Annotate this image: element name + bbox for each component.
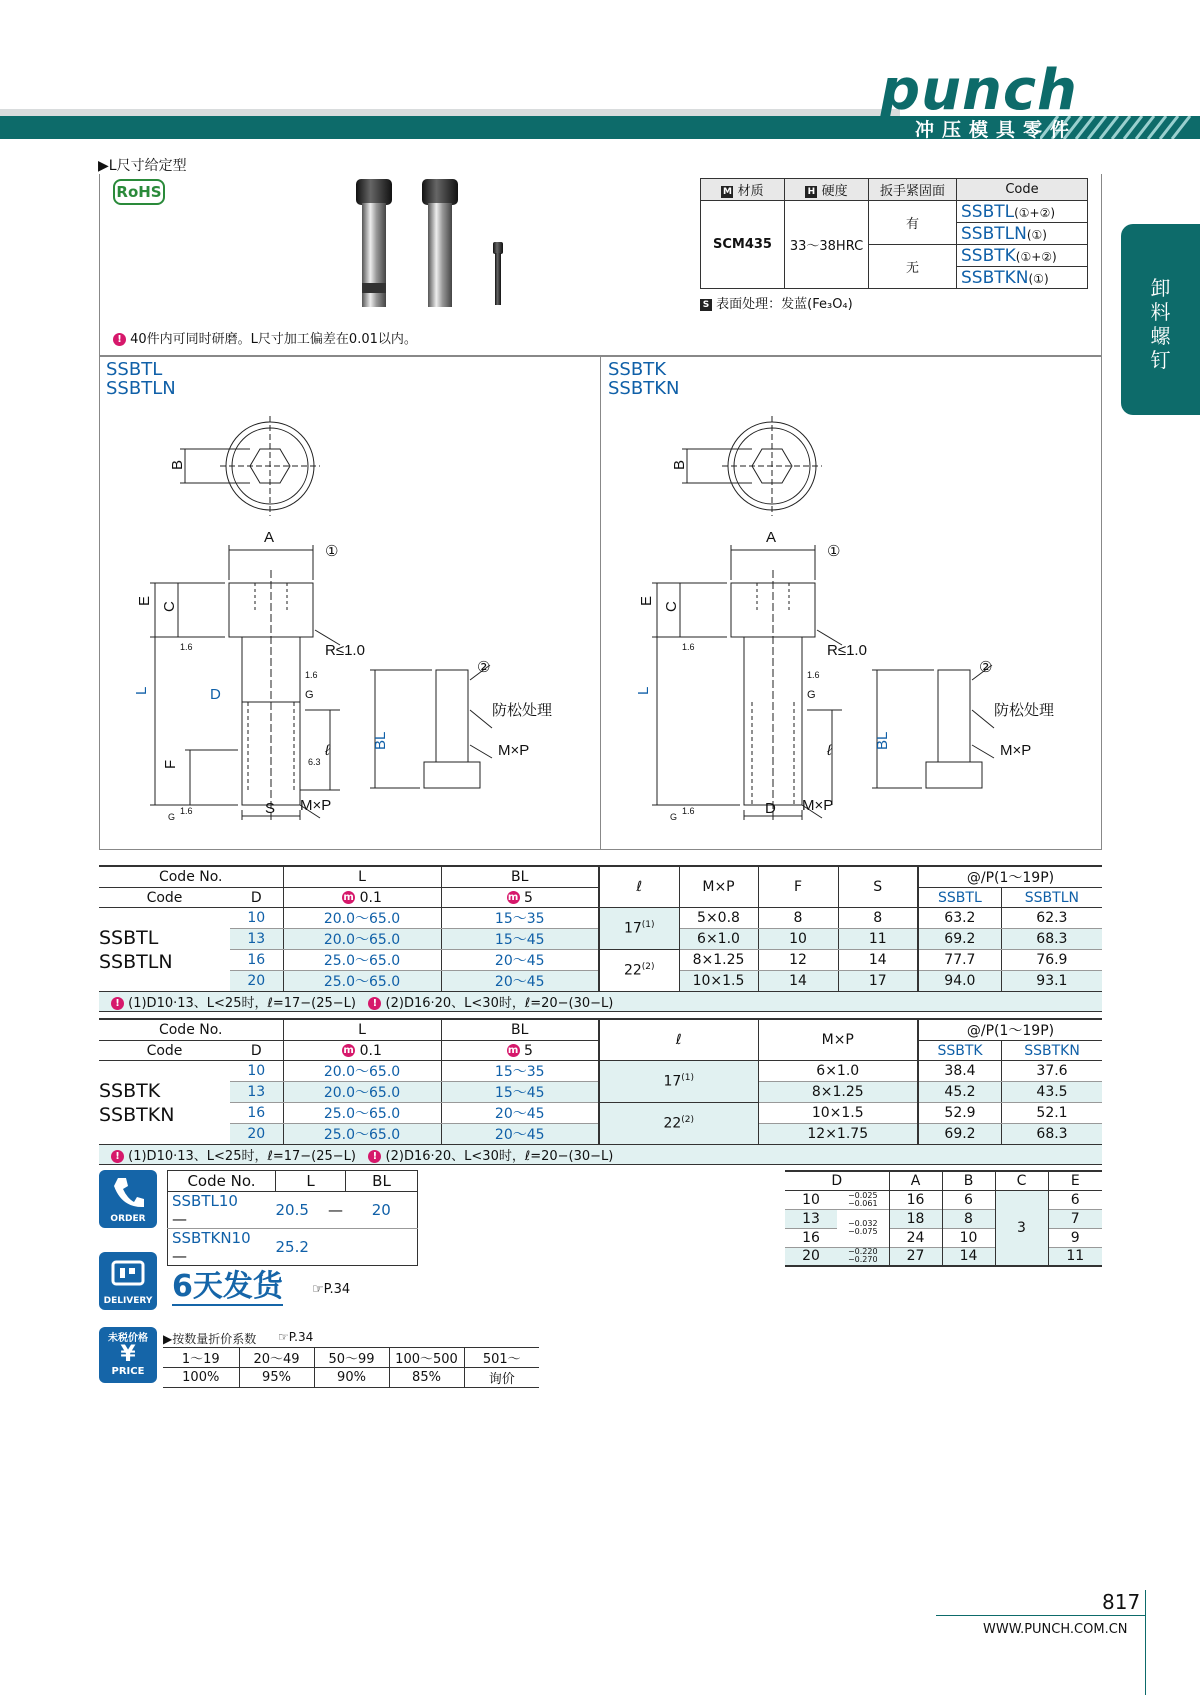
price-title: ▶按数量折价系数 [163, 1332, 257, 1346]
table1 [99, 865, 1102, 1012]
t1-cell-S: 11 [838, 929, 918, 950]
t2-h-price: @/P(1～19P) [966, 1023, 1055, 1039]
t1-cell-p2: 76.9 [1001, 950, 1102, 971]
price-qty: 50～99 [314, 1348, 389, 1368]
dim-A: 27 [889, 1247, 942, 1266]
info-icon: ! [368, 1150, 381, 1163]
t1-cell-ell [599, 908, 679, 950]
price-badge-bottom: PRICE [111, 1366, 145, 1377]
order-row [168, 1192, 276, 1229]
order-badge [99, 1170, 157, 1228]
drawing-divider [600, 356, 601, 850]
price-qty: 20～49 [239, 1348, 314, 1368]
t1-cell-D: 20 [230, 971, 283, 992]
price-qty: 1～19 [163, 1348, 239, 1368]
side-tab-char: 螺 [1150, 324, 1171, 348]
t1-ell-note: (2) [641, 962, 655, 973]
svg-text:G: G [670, 812, 678, 822]
tolerance-icon: m [343, 892, 354, 903]
order-L-cell [276, 1192, 346, 1229]
dim-A: 24 [889, 1228, 942, 1247]
svg-text:C: C [663, 601, 680, 612]
t1-cell-F: 14 [758, 971, 838, 992]
t2-h-p1: SSBTK [918, 1041, 1002, 1061]
t2-cell-D: 16 [230, 1103, 283, 1124]
dim-tol-lo: −0.075 [847, 1227, 878, 1236]
dim-D: 10 [802, 1191, 820, 1208]
t1-cell-L: 25.0～65.0 [283, 971, 441, 992]
grinding-note [113, 328, 417, 347]
table-row [99, 908, 1102, 929]
svg-text:G: G [807, 689, 816, 701]
t1-ell-value: 22 [623, 962, 642, 979]
t2-h-L: L [283, 1019, 441, 1041]
t2-note2: (2)D16·20、L<30时，ℓ=20−(30−L) [385, 1149, 614, 1164]
svg-text:S: S [265, 800, 276, 817]
svg-text:M×P: M×P [802, 797, 834, 814]
t1-code-cell [99, 908, 230, 992]
price-rate: 95% [239, 1368, 314, 1388]
price-rate: 85% [389, 1368, 464, 1388]
svg-text:D: D [210, 686, 221, 703]
price-badge-top: 未税价格 [108, 1333, 148, 1344]
order-code: SSBTKN10 [172, 1229, 251, 1247]
svg-text:BL: BL [372, 731, 389, 750]
dim-A: 18 [889, 1209, 942, 1228]
dim-table [785, 1170, 1102, 1267]
t2-cell-p2: 43.5 [1002, 1082, 1102, 1103]
drawing-left-title [106, 360, 176, 398]
t1-cell-mp: 8×1.25 [679, 950, 758, 971]
dim-tol-up: −0.220 [847, 1247, 878, 1257]
t2-h-p2: SSBTKN [1002, 1041, 1102, 1061]
t1-cell-p2: 62.3 [1001, 908, 1102, 929]
svg-text:L: L [635, 686, 652, 695]
t1-cell-p1: 63.2 [918, 908, 1001, 929]
table-row [99, 1061, 1102, 1082]
t2-h-L-tol [283, 1041, 441, 1061]
t1-h-codeno: Code No. [99, 866, 283, 888]
t1-cell-S: 8 [838, 908, 918, 929]
spec-code-text: SSBTLN [961, 223, 1027, 244]
drawing-right [632, 410, 1092, 830]
order-code: SSBTL10 [172, 1192, 238, 1210]
t1-h-L-tol-text: 0.1 [359, 889, 382, 906]
delivery-badge [99, 1252, 157, 1310]
surface-treatment-text: 表面处理：发蓝(Fe₃O₄) [716, 297, 853, 312]
order-dash: — [172, 1210, 187, 1228]
spec-code-suffix: (①) [1028, 271, 1049, 286]
order-L: 20.5 [275, 1201, 309, 1219]
dim-E: 6 [1070, 1191, 1080, 1208]
drawing-right-title [608, 360, 679, 398]
dim-D: 20 [802, 1248, 820, 1265]
t2-cell-D: 10 [230, 1061, 283, 1082]
t2-cell-L: 20.0～65.0 [283, 1061, 441, 1082]
dim-tol-lo: −0.270 [847, 1255, 878, 1265]
svg-text:防松处理: 防松处理 [994, 702, 1055, 719]
t2-cell-BL: 15～45 [441, 1082, 599, 1103]
t1-cell-F: 12 [758, 950, 838, 971]
table-row [785, 1247, 1102, 1266]
svg-text:6.3: 6.3 [308, 757, 321, 767]
spec-header-material [701, 179, 785, 201]
t2-cell-BL: 20～45 [441, 1124, 599, 1145]
t1-cell-p2: 93.1 [1036, 973, 1068, 989]
spec-code-suffix: (①+②) [1014, 205, 1056, 220]
svg-text:D: D [765, 800, 776, 817]
t1-h-mp: M×P [679, 866, 758, 908]
svg-text:1.6: 1.6 [807, 670, 820, 680]
t1-cell-mp: 5×0.8 [679, 908, 758, 929]
t1-cell-L: 25.0～65.0 [283, 950, 441, 971]
truck-icon [111, 1258, 145, 1292]
svg-text:A: A [766, 529, 777, 546]
dim-h-C: C [995, 1171, 1048, 1190]
t2-cell-L: 25.0～65.0 [283, 1124, 441, 1145]
price-badge [99, 1327, 157, 1383]
info-icon: ! [368, 997, 381, 1010]
order-badge-label: ORDER [110, 1214, 146, 1224]
spec-code-text: SSBTKN [961, 267, 1029, 288]
dim-h-E: E [1070, 1172, 1080, 1189]
t2-code-line: SSBTK [99, 1079, 161, 1102]
t2-cell-p2: 68.3 [1036, 1126, 1068, 1142]
surface-icon: S [700, 299, 712, 311]
dim-h-B: B [942, 1171, 995, 1190]
t2-cell-mp: 6×1.0 [758, 1061, 918, 1082]
t1-cell-BL: 20～45 [441, 971, 599, 992]
order-row [168, 1229, 276, 1266]
svg-text:1.6: 1.6 [305, 670, 318, 680]
t1-cell-D: 10 [230, 908, 283, 929]
dim-tol [837, 1209, 889, 1247]
svg-text:E: E [638, 595, 655, 606]
t2-cell-p2: 37.6 [1002, 1061, 1102, 1082]
dim-B: 14 [942, 1247, 995, 1266]
spec-header-material-text: 材质 [737, 184, 764, 199]
price-rate: 100% [163, 1368, 239, 1388]
t1-cell-p2: 68.3 [1001, 929, 1102, 950]
t2-h-L-tol-text: 0.1 [359, 1042, 382, 1059]
t1-ell-note: (1) [641, 920, 655, 931]
spec-header-hardness-text: 硬度 [821, 184, 848, 199]
spec-wrench-no: 无 [869, 245, 957, 289]
dim-B: 8 [942, 1209, 995, 1228]
spec-code [957, 267, 1088, 289]
t1-cell-F: 10 [758, 929, 838, 950]
t1-cell-BL: 15～45 [441, 929, 599, 950]
t2-cell-p1: 38.4 [918, 1061, 1002, 1082]
hardness-icon: H [805, 186, 817, 198]
spec-table [700, 178, 1088, 289]
t1-notes [99, 992, 1102, 1012]
svg-text:L: L [133, 686, 150, 695]
order-h-codeno: Code No. [168, 1171, 276, 1192]
yen-icon: ¥ [120, 1342, 136, 1367]
tolerance-icon: m [507, 892, 519, 903]
t1-h-F: F [758, 866, 838, 908]
t2-cell-mp: 10×1.5 [758, 1103, 918, 1124]
t1-cell-mp: 10×1.5 [679, 971, 758, 992]
table-row [785, 1228, 1102, 1247]
drawing-right-name: SSBTKN [608, 378, 680, 399]
svg-text:1.6: 1.6 [180, 806, 193, 816]
dim-E: 7 [1070, 1210, 1080, 1227]
t2-cell-p1: 52.9 [918, 1103, 1002, 1124]
spec-code-suffix: (①) [1026, 227, 1047, 242]
tolerance-icon: m [343, 1045, 354, 1056]
surface-treatment [700, 293, 853, 312]
t1-cell-BL: 20～45 [441, 950, 599, 971]
svg-text:B: B [169, 459, 186, 470]
footer-url[interactable]: WWW.PUNCH.COM.CN [983, 1622, 1128, 1637]
t2-cell-ell [599, 1061, 758, 1103]
t1-h-D: D [230, 888, 283, 908]
order-BL: 20 [371, 1201, 391, 1219]
t1-cell-F: 8 [758, 908, 838, 929]
t2-cell-p1: 69.2 [918, 1124, 1002, 1145]
t1-note2: (2)D16·20、L<30时，ℓ=20−(30−L) [385, 996, 614, 1011]
svg-text:ℓ: ℓ [827, 742, 832, 759]
dim-h-D: D [785, 1171, 889, 1190]
table-row [99, 950, 1102, 971]
t1-h-S: S [838, 866, 918, 908]
svg-text:防松处理: 防松处理 [492, 702, 553, 719]
punch-logo: punch [880, 58, 1078, 123]
t2-cell-L: 20.0～65.0 [283, 1082, 441, 1103]
header-band-teal [0, 116, 915, 139]
t1-h-L-tol [283, 888, 441, 908]
delivery-text: 6天发货 [172, 1269, 283, 1304]
svg-text:G: G [305, 689, 314, 701]
svg-text:E: E [136, 595, 153, 606]
dim-tol-up: −0.025 [847, 1190, 878, 1200]
dim-h-A: A [889, 1171, 942, 1190]
drawing-left [130, 410, 590, 830]
t1-cell-p1: 69.2 [918, 929, 1001, 950]
t2-h-mp: M×P [758, 1019, 918, 1061]
price-rate: 90% [314, 1368, 389, 1388]
t1-h-L: L [283, 866, 441, 888]
t2-h-codeno: Code No. [99, 1019, 283, 1041]
svg-text:②: ② [477, 659, 491, 676]
spec-code-text: SSBTL [961, 201, 1015, 222]
dim-E: 11 [1066, 1248, 1085, 1265]
dim-C: 3 [995, 1190, 1048, 1266]
order-dash: — [172, 1247, 187, 1265]
spec-hardness: 33～38HRC [785, 201, 869, 289]
t1-h-code: Code [99, 888, 230, 908]
t2-h-D: D [230, 1041, 283, 1061]
t2-h-code: Code [99, 1041, 230, 1061]
svg-text:BL: BL [874, 731, 891, 750]
t2-ell-note: (1) [681, 1073, 695, 1084]
page-number: 817 [1102, 1590, 1141, 1614]
material-icon: M [722, 186, 732, 197]
section-title: ▶L尺寸给定型 [98, 158, 187, 174]
dim-tol-up: −0.032 [847, 1219, 878, 1228]
dim-A: 16 [889, 1190, 942, 1209]
order-L: 25.2 [275, 1238, 309, 1256]
svg-text:G: G [168, 812, 176, 822]
t1-cell-BL: 15～35 [441, 908, 599, 929]
footer-line [936, 1615, 1146, 1616]
order-h-BL: BL [372, 1172, 391, 1190]
t2-code-cell [99, 1061, 230, 1145]
t2-h-BL: BL [441, 1019, 599, 1041]
svg-text:M×P: M×P [300, 797, 332, 814]
t1-code-line: SSBTL [99, 926, 159, 949]
t2-ell-value: 17 [663, 1073, 682, 1090]
svg-text:A: A [264, 529, 275, 546]
t1-cell-D: 13 [230, 929, 283, 950]
drawing-left-name: SSBTLN [106, 378, 176, 399]
order-h-L: L [276, 1171, 346, 1192]
spec-code-text: SSBTK [961, 245, 1016, 266]
dim-B: 10 [942, 1228, 995, 1247]
order-table [167, 1170, 418, 1266]
price-qty: 100～500 [389, 1348, 464, 1368]
spec-header-code: Code [957, 179, 1088, 201]
svg-text:②: ② [979, 659, 993, 676]
table2 [99, 1018, 1102, 1165]
spec-wrench-yes: 有 [869, 201, 957, 245]
spec-code [957, 201, 1088, 223]
svg-text:1.6: 1.6 [682, 806, 695, 816]
side-tab-char: 钉 [1150, 348, 1171, 372]
t1-h-BL-tol [441, 888, 599, 908]
svg-text:ℓ: ℓ [325, 742, 330, 759]
spec-code [957, 223, 1088, 245]
label-C: C [161, 601, 178, 612]
spec-code-suffix: (①+②) [1015, 249, 1057, 264]
t1-h-ell: ℓ [599, 866, 679, 908]
t2-cell-D: 13 [230, 1082, 283, 1103]
rohs-badge: RoHS [113, 179, 165, 205]
t2-cell-mp: 12×1.75 [758, 1124, 918, 1145]
side-tab-char: 料 [1150, 300, 1171, 324]
spec-material: SCM435 [701, 201, 785, 289]
t2-cell-BL: 20～45 [441, 1103, 599, 1124]
t1-cell-S: 14 [838, 950, 918, 971]
t1-h-p1: SSBTL [918, 888, 1001, 908]
spec-code [957, 245, 1088, 267]
table-row [99, 1103, 1102, 1124]
dim-tol-lo: −0.061 [847, 1198, 878, 1208]
t2-cell-p2: 52.1 [1002, 1103, 1102, 1124]
svg-text:1.6: 1.6 [180, 642, 193, 652]
header-subtitle: 冲压模具零件 [915, 119, 1078, 141]
svg-text:R≤1.0: R≤1.0 [325, 642, 365, 659]
header-band-gray [0, 109, 900, 116]
side-tab-char: 卸 [1150, 276, 1171, 300]
table-row [785, 1209, 1102, 1228]
footer-vline [1145, 1590, 1146, 1695]
t2-cell-L: 25.0～65.0 [283, 1103, 441, 1124]
t1-cell-D: 16 [230, 950, 283, 971]
t2-ell-note: (2) [681, 1115, 695, 1126]
product-photo [350, 177, 530, 312]
t1-cell-p1: 94.0 [918, 971, 1001, 992]
grinding-note-text: 40件内可同时研磨。L尺寸加工偏差在0.01以内。 [130, 332, 417, 347]
t2-h-ell: ℓ [599, 1019, 758, 1061]
dim-B: 6 [942, 1190, 995, 1209]
t1-h-BL: BL [441, 866, 599, 888]
dim-D: 16 [802, 1229, 820, 1246]
spec-header-wrench: 扳手紧固面 [869, 179, 957, 201]
dim-tol [837, 1247, 889, 1266]
t2-notes [99, 1145, 1102, 1165]
order-dash: — [327, 1201, 343, 1219]
svg-text:F: F [162, 759, 179, 769]
drawing-right-name: SSBTK [608, 359, 666, 380]
phone-icon [112, 1176, 144, 1210]
t2-ell-value: 22 [663, 1115, 682, 1132]
delivery-badge-label: DELIVERY [103, 1296, 153, 1306]
t1-cell-mp: 6×1.0 [679, 929, 758, 950]
tolerance-icon: m [507, 1045, 519, 1056]
price-table [163, 1347, 539, 1388]
info-icon: ! [113, 333, 126, 346]
t2-note1: (1)D10·13、L<25时，ℓ=17−(25−L) [128, 1149, 356, 1164]
svg-text:①: ① [827, 543, 841, 560]
price-rate: 询价 [488, 1372, 515, 1387]
dim-D: 13 [802, 1210, 820, 1227]
dim-tol [837, 1190, 889, 1209]
svg-text:M×P: M×P [1000, 742, 1032, 759]
t1-h-p2: SSBTLN [1001, 888, 1102, 908]
info-icon: ! [111, 997, 124, 1010]
price-ref[interactable]: ☞P.34 [278, 1330, 314, 1344]
t1-cell-L: 20.0～65.0 [283, 929, 441, 950]
drawing-left-name: SSBTL [106, 359, 163, 380]
t2-h-BL-tol-text: 5 [524, 1042, 533, 1059]
t1-code-line: SSBTLN [99, 950, 173, 973]
info-icon: ! [111, 1150, 124, 1163]
delivery-ref[interactable]: ☞P.34 [312, 1282, 351, 1297]
table-row [785, 1190, 1102, 1209]
t1-note1: (1)D10·13、L<25时，ℓ=17−(25−L) [128, 996, 356, 1011]
svg-text:①: ① [325, 543, 339, 560]
t2-h-BL-tol [441, 1041, 599, 1061]
t2-cell-mp: 8×1.25 [758, 1082, 918, 1103]
t1-cell-S: 17 [838, 971, 918, 992]
t1-cell-p1: 77.7 [918, 950, 1001, 971]
t2-cell-BL: 15～35 [441, 1061, 599, 1082]
t1-cell-L: 20.0～65.0 [283, 908, 441, 929]
price-qty: 501～ [482, 1352, 521, 1367]
t2-cell-p1: 45.2 [918, 1082, 1002, 1103]
svg-text:B: B [671, 459, 688, 470]
svg-text:R≤1.0: R≤1.0 [827, 642, 867, 659]
t1-h-price: @/P(1～19P) [966, 870, 1055, 886]
t1-ell-value: 17 [623, 920, 642, 937]
t2-cell-D: 20 [230, 1124, 283, 1145]
side-tab[interactable] [1121, 224, 1200, 415]
t1-h-BL-tol-text: 5 [524, 889, 533, 906]
spec-header-hardness [785, 179, 869, 201]
dim-E: 9 [1070, 1229, 1080, 1246]
t1-cell-ell [599, 950, 679, 992]
svg-text:M×P: M×P [498, 742, 530, 759]
t2-cell-ell [599, 1103, 758, 1145]
t2-code-line: SSBTKN [99, 1103, 175, 1126]
svg-text:1.6: 1.6 [682, 642, 695, 652]
